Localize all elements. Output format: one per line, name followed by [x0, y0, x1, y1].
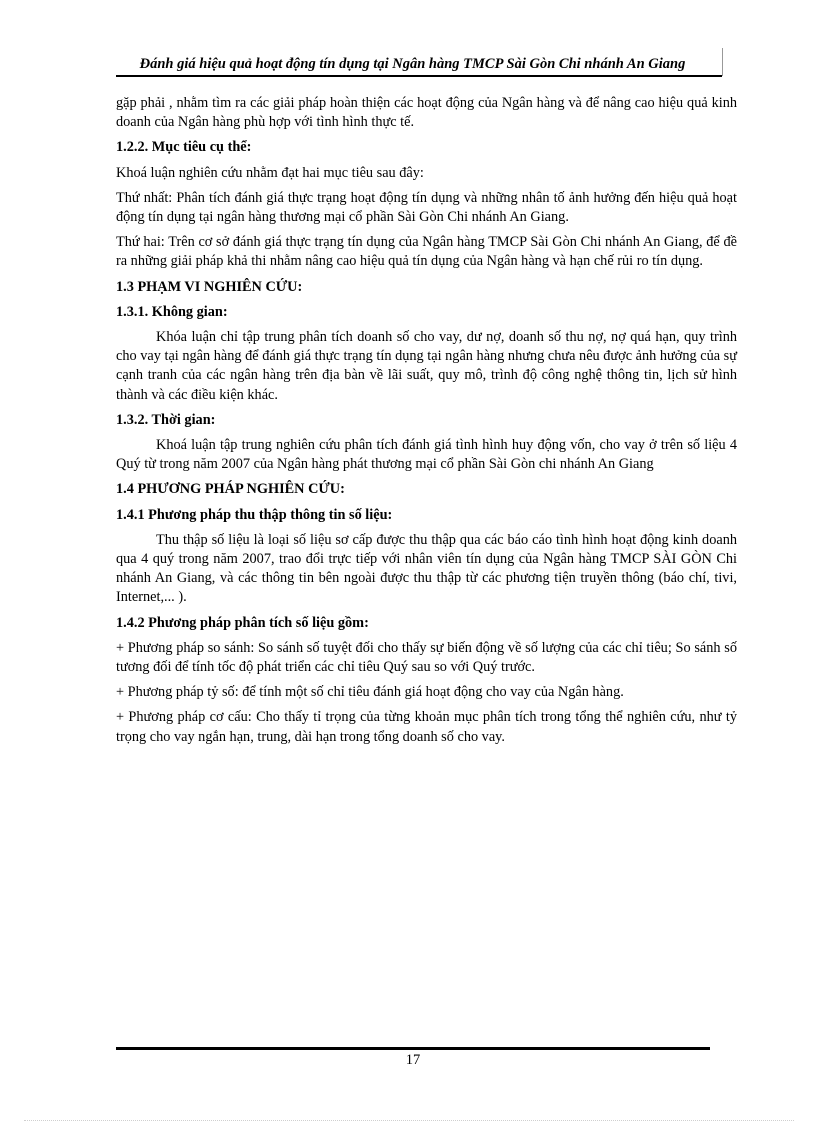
header-title: Đánh giá hiệu quả hoạt động tín dụng tại Ngân hàng TMCP Sài Gòn Chi nhánh An Giang: [139, 56, 686, 72]
paragraph-method-ratio: + Phương pháp tỷ số: để tính một số chỉ tiêu đánh giá hoạt động cho vay của Ngân hàng.: [116, 684, 624, 701]
heading-1-3: 1.3 PHẠM VI NGHIÊN CỨU:: [116, 278, 303, 295]
paragraph-objective-first: Thứ nhất: Phân tích đánh giá thực trạng hoạt động tín dụng và những nhân tố ảnh hưởng đến hiệu quả hoạt động tín dụng tại ngân hàng thương mại cổ phần Sài Gòn Chi nhánh An Giang.: [116, 189, 737, 226]
paragraph-intro: gặp phải , nhằm tìm ra các giải pháp hoàn thiện các hoạt động của Ngân hàng và để nâng cao hiệu quả kinh doanh của Ngân hàng phù hợp với tình hình thực tế.: [116, 95, 737, 131]
heading-1-3-1: 1.3.1. Không gian:: [116, 303, 228, 320]
page-number: 17: [405, 1052, 421, 1068]
heading-1-4: 1.4 PHƯƠNG PHÁP NGHIÊN CỨU:: [116, 481, 345, 498]
paragraph-objective-intro: Khoá luận nghiên cứu nhằm đạt hai mục tiêu sau đây:: [116, 164, 424, 181]
page-edge-dotted-line: [24, 1120, 794, 1121]
header-corner-line: [722, 48, 723, 76]
heading-1-4-1: 1.4.1 Phương pháp thu thập thông tin số liệu:: [116, 506, 393, 523]
heading-1-3-2: 1.3.2. Thời gian:: [116, 411, 216, 428]
paragraph-time-scope: Khoá luận tập trung nghiên cứu phân tích đánh giá tình hình huy động vốn, cho vay ở trên số liệu 4 Quý từ trong năm 2007 của Ngân hàng phát thương mại cổ phần Sài Gòn chi nhánh An Giang: [116, 437, 737, 473]
footer-rule: [116, 1047, 710, 1050]
paragraph-objective-second: Thứ hai: Trên cơ sở đánh giá thực trạng tín dụng của Ngân hàng TMCP Sài Gòn Chi nhánh An Giang, để đề ra những giải pháp khả thi nhằm nâng cao hiệu quả tín dụng của Ngân hàng và hạn chế rủi ro tín dụng.: [116, 234, 737, 270]
heading-1-2-2: 1.2.2. Mục tiêu cụ thể:: [116, 139, 252, 156]
paragraph-space-scope: Khóa luận chỉ tập trung phân tích doanh số cho vay, dư nợ, doanh số thu nợ, nợ quá hạn, quy trình cho vay tại ngân hàng để đánh giá thực trạng tín dụng tại ngân hàng nhưng chưa nêu được ảnh hưởng của sự cạnh tranh của các ngân hàng trên địa bàn về lãi suất, quy mô, trình độ công nghệ thông tin, lịch sử hình thành và các điều kiện khác.: [116, 329, 737, 403]
paragraph-data-collection: Thu thập số liệu là loại số liệu sơ cấp được thu thập qua các báo cáo tình hình hoạt động kinh doanh qua 4 quý trong năm 2007, trao đổi trực tiếp với nhân viên tín dụng của Ngân hàng TMCP SÀI GÒN Chi nhánh An Giang, và các thông tin bên ngoài được thu thập từ các phương tiện truyền thông (báo chí, tivi, Internet,... ).: [116, 531, 737, 606]
header-rule: [116, 75, 722, 77]
paragraph-method-compare: + Phương pháp so sánh: So sánh số tuyệt đối cho thấy sự biến động về số lượng của các chỉ tiêu; So sánh số tương đối để tính tốc độ phát triển các chỉ tiêu Quý sau so với Quý trước.: [116, 639, 737, 676]
paragraph-method-structure: + Phương pháp cơ cấu: Cho thấy tỉ trọng của từng khoản mục phân tích trong tổng thể nghiên cứu, như tỷ trọng cho vay ngắn hạn, trung, dài hạn trong tổng doanh số cho vay.: [116, 709, 737, 745]
main-content: [116, 94, 737, 753]
heading-1-4-2: 1.4.2 Phương pháp phân tích số liệu gồm:: [116, 614, 369, 631]
